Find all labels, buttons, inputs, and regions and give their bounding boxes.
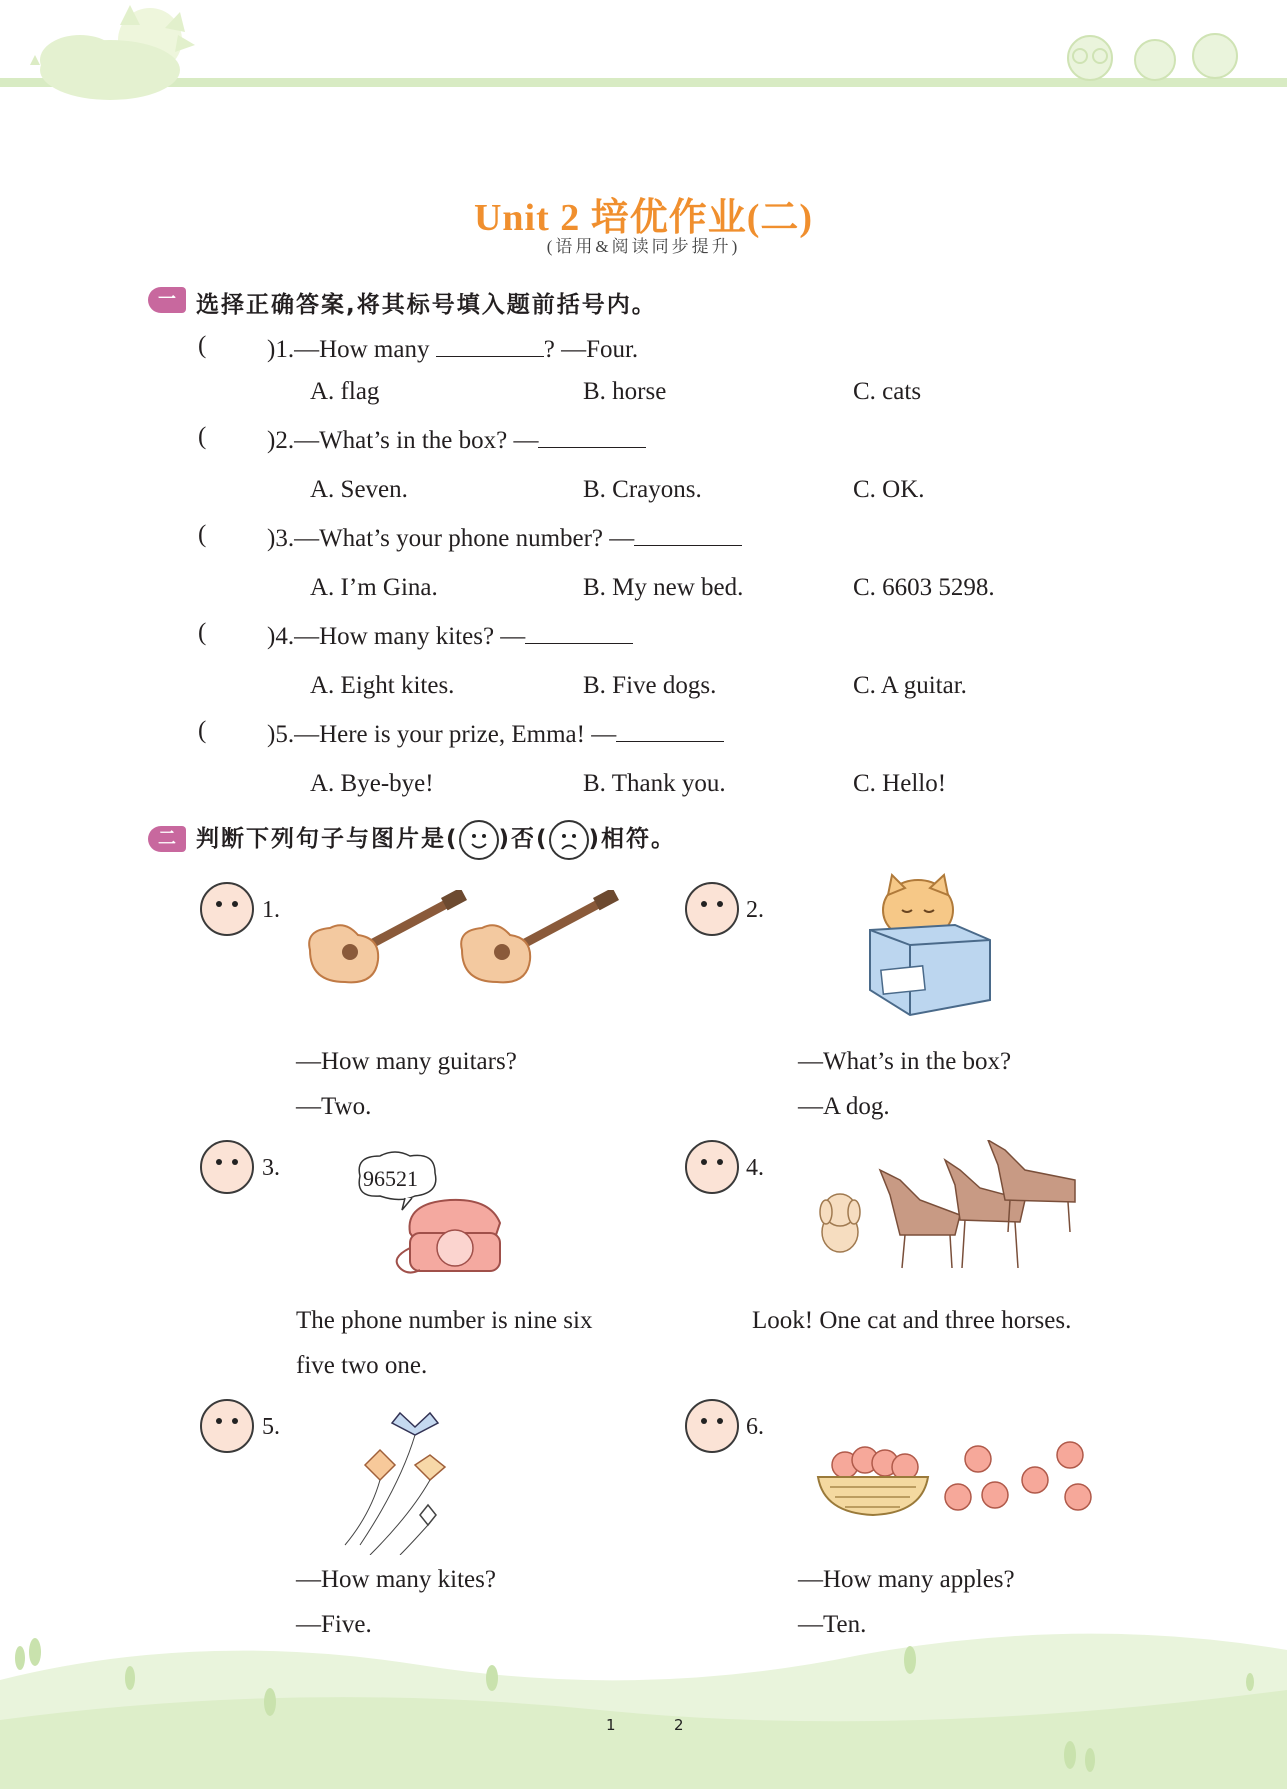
page-title: Unit 2 培优作业(二) xyxy=(473,197,814,239)
section-badge-2: 二 xyxy=(148,826,186,852)
item-number: 3. xyxy=(262,1155,280,1181)
option-c: C. cats xyxy=(853,378,922,405)
item-line-1: —How many kites? xyxy=(296,1566,496,1593)
item-line-1: —How many apples? xyxy=(798,1566,1015,1593)
apples-basket-illustration xyxy=(810,1435,1100,1525)
animal-faces-decoration xyxy=(1050,18,1250,88)
grass-hills-decoration xyxy=(0,1610,1287,1789)
smiley-face-icon xyxy=(459,820,499,860)
item-number: 5. xyxy=(262,1414,280,1440)
answer-face-blank[interactable] xyxy=(685,1140,739,1194)
item-line-1: Look! One cat and three horses. xyxy=(752,1307,1072,1334)
answer-paren[interactable]: ( xyxy=(198,619,207,646)
sun-cloud-decoration xyxy=(0,0,220,120)
answer-paren[interactable]: ( xyxy=(198,717,207,744)
option-a: A. Seven. xyxy=(310,476,408,503)
question-2: )2.—What’s in the box? — xyxy=(267,423,646,455)
item-line-2: —Two. xyxy=(296,1093,372,1120)
answer-face-blank[interactable] xyxy=(685,1399,739,1453)
section-1-instruction: 选择正确答案,将其标号填入题前括号内。 xyxy=(196,292,657,318)
item-number: 6. xyxy=(746,1414,764,1440)
option-a: A. flag xyxy=(310,378,380,405)
answer-face-blank[interactable] xyxy=(200,1399,254,1453)
question-5: )5.—Here is your prize, Emma! — xyxy=(267,717,724,749)
option-a: A. Bye-bye! xyxy=(310,770,434,797)
option-b: B. horse xyxy=(583,378,667,405)
item-line-2: —A dog. xyxy=(798,1093,890,1120)
answer-blank[interactable] xyxy=(525,619,633,644)
question-4: )4.—How many kites? — xyxy=(267,619,633,651)
answer-face-blank[interactable] xyxy=(200,882,254,936)
option-a: A. I’m Gina. xyxy=(310,574,438,601)
section-badge-1: 一 xyxy=(148,287,186,313)
option-c: C. Hello! xyxy=(853,770,947,797)
page-subtitle: (语用&阅读同步提升) xyxy=(546,237,741,256)
page-number-left: 1 xyxy=(606,1716,616,1734)
item-number: 2. xyxy=(746,897,764,923)
guitar-illustration xyxy=(300,890,620,1000)
answer-paren[interactable]: ( xyxy=(198,332,207,359)
question-3: )3.—What’s your phone number? — xyxy=(267,521,742,553)
page-number-right: 2 xyxy=(674,1716,684,1734)
item-line-1: —How many guitars? xyxy=(296,1048,517,1075)
item-line-1: The phone number is nine six xyxy=(296,1307,593,1334)
item-number: 4. xyxy=(746,1155,764,1181)
question-1: )1.—How many ? —Four. xyxy=(267,332,638,364)
item-line-2: —Ten. xyxy=(798,1611,867,1638)
answer-blank[interactable] xyxy=(634,521,742,546)
option-c: C. 6603 5298. xyxy=(853,574,995,601)
kites-illustration xyxy=(340,1405,490,1555)
speech-bubble-number: 96521 xyxy=(363,1166,418,1191)
answer-face-blank[interactable] xyxy=(200,1140,254,1194)
answer-paren[interactable]: ( xyxy=(198,423,207,450)
item-line-1: —What’s in the box? xyxy=(798,1048,1012,1075)
option-b: B. My new bed. xyxy=(583,574,744,601)
answer-blank[interactable] xyxy=(616,717,724,742)
item-number: 1. xyxy=(262,897,280,923)
section-2-instruction: 判断下列句子与图片是( )否( )相符。 xyxy=(196,816,676,862)
option-b: B. Five dogs. xyxy=(583,672,717,699)
sad-face-icon xyxy=(549,820,589,860)
option-b: B. Crayons. xyxy=(583,476,702,503)
answer-paren[interactable]: ( xyxy=(198,521,207,548)
answer-blank[interactable] xyxy=(538,423,646,448)
dog-and-horses-illustration xyxy=(810,1140,1100,1275)
answer-blank[interactable] xyxy=(436,332,544,357)
item-line-2: —Five. xyxy=(296,1611,372,1638)
answer-face-blank[interactable] xyxy=(685,882,739,936)
option-a: A. Eight kites. xyxy=(310,672,455,699)
item-line-2: five two one. xyxy=(296,1352,428,1379)
option-b: B. Thank you. xyxy=(583,770,726,797)
option-c: C. OK. xyxy=(853,476,925,503)
cat-in-box-illustration xyxy=(860,870,1000,1020)
option-c: C. A guitar. xyxy=(853,672,967,699)
